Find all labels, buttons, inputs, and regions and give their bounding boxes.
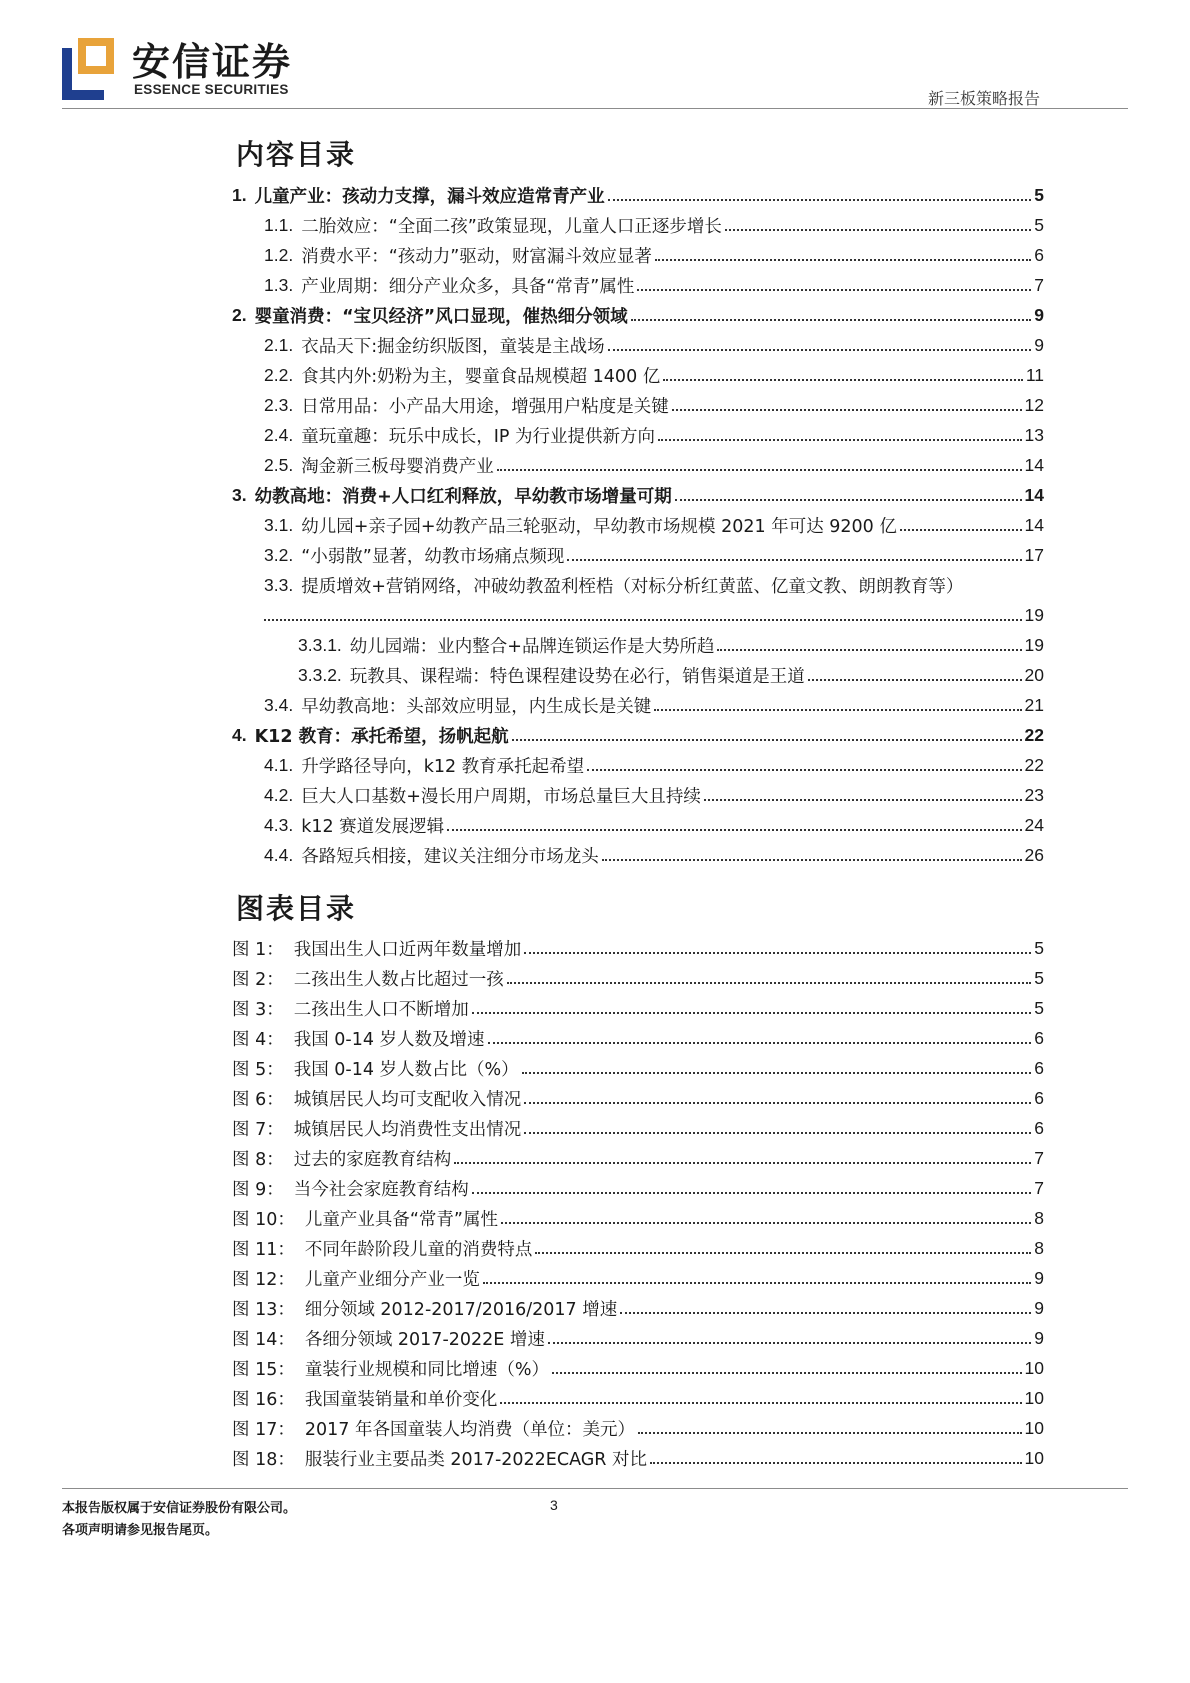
toc-entry-page: 26 [1024, 844, 1044, 865]
toc-entry-number: 2.2. [264, 364, 294, 385]
toc-entry-page: 19 [1024, 604, 1044, 625]
dot-leader [717, 649, 1021, 651]
dot-leader [655, 259, 1031, 261]
toc-entry-continuation[interactable] [264, 600, 1044, 630]
toc-entry[interactable] [232, 300, 1044, 330]
dot-leader [638, 1432, 1022, 1434]
figure-entry-number: 图 6： [232, 1089, 284, 1110]
figure-entry-number: 图 14： [232, 1329, 295, 1350]
toc-entry-title: 产业周期：细分产业众多，具备“常青”属性 [301, 276, 635, 297]
dot-leader [587, 769, 1021, 771]
figure-entry[interactable] [232, 1353, 1044, 1383]
toc-entry-page: 17 [1024, 544, 1044, 565]
figure-entry-page: 5 [1034, 967, 1044, 988]
toc-entry-title: 幼教高地：消费+人口红利释放，早幼教市场增量可期 [254, 486, 672, 507]
figure-entry-title: 儿童产业具备“常青”属性 [304, 1209, 498, 1230]
figure-entry-page: 7 [1034, 1177, 1044, 1198]
toc-entry-number: 3.1. [264, 514, 294, 535]
toc-entry-title: 儿童产业：孩动力支撑，漏斗效应造常青产业 [254, 186, 605, 207]
figure-entry[interactable] [232, 993, 1044, 1023]
toc-entry-title: 日常用品：小产品大用途，增强用户粘度是关键 [301, 396, 669, 417]
dot-leader [725, 229, 1031, 231]
toc-entry-number: 3.4. [264, 694, 294, 715]
figure-entry[interactable] [232, 1383, 1044, 1413]
toc-entry[interactable] [264, 330, 1044, 360]
toc-entry-number: 3.3.2. [298, 664, 342, 685]
figure-entry-page: 6 [1034, 1117, 1044, 1138]
toc-entry[interactable] [264, 840, 1044, 870]
toc-entry-number: 2. [232, 304, 247, 325]
toc-entry-title: K12 教育：承托希望，扬帆起航 [254, 726, 509, 747]
toc-entry-page: 5 [1034, 214, 1044, 235]
toc-entry-page: 6 [1034, 244, 1044, 265]
dot-leader [454, 1162, 1031, 1164]
toc-entry-page: 7 [1034, 274, 1044, 295]
figure-entry-title: 二孩出生人数占比超过一孩 [293, 969, 504, 990]
toc-entry[interactable] [298, 630, 1044, 660]
toc-entry-page: 23 [1024, 784, 1044, 805]
toc-entry-title: 升学路径导向，k12 教育承托起希望 [301, 756, 585, 777]
toc-entry-number: 4.4. [264, 844, 294, 865]
dot-leader [672, 409, 1022, 411]
toc-entry-page: 24 [1024, 814, 1044, 835]
toc-heading: 内容目录 [236, 138, 357, 171]
figure-entry-page: 10 [1024, 1417, 1044, 1438]
dot-leader [620, 1312, 1031, 1314]
footer-copyright: 本报告版权属于安信证券股份有限公司。 [62, 1501, 297, 1516]
figure-entry-title: 城镇居民人均消费性支出情况 [293, 1119, 522, 1140]
toc-entry-title: 玩教具、课程端：特色课程建设势在必行，销售渠道是王道 [349, 666, 805, 687]
toc-entry-page: 14 [1024, 484, 1044, 505]
toc-entry-title: 提质增效+营销网络，冲破幼教盈利桎梏（对标分析红黄蓝、亿童文教、朗朗教育等） [301, 576, 964, 597]
dot-leader [654, 709, 1021, 711]
toc-entry[interactable] [264, 690, 1044, 720]
figure-entry[interactable] [232, 1233, 1044, 1263]
toc-entry-page: 13 [1024, 424, 1044, 445]
toc-entry-title: 巨大人口基数+漫长用户周期，市场总量巨大且持续 [301, 786, 701, 807]
dot-leader [808, 679, 1022, 681]
page-number: 3 [550, 1497, 558, 1513]
dot-leader [900, 529, 1022, 531]
figure-entry-title: 各细分领域 2017-2022E 增速 [304, 1329, 545, 1350]
figure-entry[interactable] [232, 1173, 1044, 1203]
figure-entry-number: 图 8： [232, 1149, 284, 1170]
figure-entry-page: 6 [1034, 1057, 1044, 1078]
toc-entry-page: 14 [1024, 454, 1044, 475]
toc-entry-number: 4.3. [264, 814, 294, 835]
toc-entry-title: 衣品天下:掘金纺织版图，童装是主战场 [301, 336, 605, 357]
toc-entry-number: 3. [232, 484, 247, 505]
dot-leader [264, 619, 1022, 621]
toc-entry[interactable] [264, 240, 1044, 270]
dot-leader [488, 1042, 1032, 1044]
toc-entry-title: 幼儿园+亲子园+幼教产品三轮驱动，早幼教市场规模 2021 年可达 9200 亿 [301, 516, 897, 537]
logo-chinese-name: 安信证券 [132, 40, 293, 84]
figure-entry[interactable] [232, 963, 1044, 993]
toc-entry-page: 12 [1024, 394, 1044, 415]
toc-entry-number: 4.1. [264, 754, 294, 775]
toc-entry-number: 2.3. [264, 394, 294, 415]
figure-entry-title: 当今社会家庭教育结构 [293, 1179, 469, 1200]
dot-leader [507, 982, 1032, 984]
figure-entry-title: 2017 年各国童装人均消费（单位：美元） [304, 1419, 635, 1440]
toc-entry-number: 1.2. [264, 244, 294, 265]
toc-entry-title: k12 赛道发展逻辑 [301, 816, 445, 837]
toc-entry[interactable] [264, 360, 1044, 390]
dot-leader [602, 859, 1022, 861]
dot-leader [483, 1282, 1031, 1284]
figure-entry-title: 童装行业规模和同比增速（%） [304, 1359, 549, 1380]
dot-leader [548, 1342, 1031, 1344]
dot-leader [658, 439, 1022, 441]
toc-entry-title: 幼儿园端：业内整合+品牌连锁运作是大势所趋 [349, 636, 715, 657]
figure-entry-title: 儿童产业细分产业一览 [304, 1269, 480, 1290]
essence-logo-mark-icon [62, 38, 114, 100]
figure-entry[interactable] [232, 1083, 1044, 1113]
dot-leader [472, 1012, 1032, 1014]
figure-entry[interactable] [232, 1443, 1044, 1473]
dot-leader [535, 1252, 1031, 1254]
figure-entry-page: 10 [1024, 1387, 1044, 1408]
dot-leader [447, 829, 1021, 831]
dot-leader [608, 349, 1032, 351]
document-type-label: 新三板策略报告 [927, 89, 1040, 108]
toc-entry[interactable] [264, 750, 1044, 780]
figure-entry-number: 图 16： [232, 1389, 295, 1410]
toc-entry-title: “小弱散”显著，幼教市场痛点频现 [301, 546, 565, 567]
toc-entry-number: 1.3. [264, 274, 294, 295]
figure-entry-title: 服装行业主要品类 2017-2022ECAGR 对比 [304, 1449, 648, 1470]
figure-entry-page: 9 [1034, 1327, 1044, 1348]
footer-divider [62, 1488, 1128, 1489]
figure-entry-page: 5 [1034, 997, 1044, 1018]
toc-entry[interactable] [264, 570, 1044, 600]
dot-leader [524, 1102, 1031, 1104]
figure-entry-number: 图 11： [232, 1239, 295, 1260]
toc-entry[interactable] [264, 780, 1044, 810]
footer-disclaimer: 各项声明请参见报告尾页。 [62, 1523, 219, 1538]
dot-leader [524, 1132, 1031, 1134]
figure-entry-title: 我国童装销量和单价变化 [304, 1389, 498, 1410]
toc-entry[interactable] [232, 720, 1044, 750]
figure-entry-page: 5 [1034, 937, 1044, 958]
dot-leader [663, 379, 1023, 381]
toc-entry-number: 2.5. [264, 454, 294, 475]
toc-entry-page: 5 [1034, 184, 1044, 205]
toc-entry[interactable] [232, 180, 1044, 210]
figure-entry[interactable] [232, 1053, 1044, 1083]
figure-entry-number: 图 5： [232, 1059, 284, 1080]
toc-entry-title: 婴童消费：“宝贝经济”风口显现，催热细分领域 [254, 306, 628, 327]
figure-entry-number: 图 10： [232, 1209, 295, 1230]
toc-entry-number: 2.1. [264, 334, 294, 355]
figure-entry-page: 6 [1034, 1087, 1044, 1108]
figure-entry-title: 城镇居民人均可支配收入情况 [293, 1089, 522, 1110]
toc-entry-number: 4.2. [264, 784, 294, 805]
dot-leader [567, 559, 1021, 561]
figure-entry[interactable] [232, 1293, 1044, 1323]
figure-entry-page: 6 [1034, 1027, 1044, 1048]
figure-entry-page: 7 [1034, 1147, 1044, 1168]
dot-leader [650, 1462, 1022, 1464]
dot-leader [631, 319, 1032, 321]
figure-entry-title: 我国 0-14 岁人数及增速 [293, 1029, 485, 1050]
dot-leader [501, 1222, 1031, 1224]
figure-entry-number: 图 2： [232, 969, 284, 990]
toc-entry[interactable] [264, 450, 1044, 480]
figure-entry-number: 图 15： [232, 1359, 295, 1380]
figure-entry-number: 图 1： [232, 939, 284, 960]
toc-entry-title: 淘金新三板母婴消费产业 [301, 456, 494, 477]
toc-entry-page: 22 [1024, 724, 1044, 745]
figure-entry-number: 图 12： [232, 1269, 295, 1290]
figure-entry-title: 过去的家庭教育结构 [293, 1149, 452, 1170]
toc-entry-title: 各路短兵相接，建议关注细分市场龙头 [301, 846, 599, 867]
figure-entry-number: 图 17： [232, 1419, 295, 1440]
dot-leader [675, 499, 1022, 501]
dot-leader [552, 1372, 1022, 1374]
toc-entry[interactable] [264, 390, 1044, 420]
dot-leader [637, 289, 1031, 291]
toc-entry-page: 21 [1024, 694, 1044, 715]
toc-entry-page: 9 [1034, 304, 1044, 325]
figure-entry-number: 图 9： [232, 1179, 284, 1200]
figure-entry-page: 9 [1034, 1297, 1044, 1318]
figure-entry-title: 二孩出生人口不断增加 [293, 999, 469, 1020]
toc-entry-title: 食其内外:奶粉为主，婴童食品规模超 1400 亿 [301, 366, 661, 387]
toc-entry[interactable] [298, 660, 1044, 690]
toc-entry[interactable] [264, 270, 1044, 300]
toc-entry-page: 20 [1024, 664, 1044, 685]
figure-entry-page: 9 [1034, 1267, 1044, 1288]
toc-entry-title: 早幼教高地：头部效应明显，内生成长是关键 [301, 696, 652, 717]
figure-entry[interactable] [232, 1113, 1044, 1143]
figure-entry-page: 10 [1024, 1447, 1044, 1468]
toc-entry-number: 1. [232, 184, 247, 205]
dot-leader [522, 1072, 1032, 1074]
toc-entry-title: 消费水平：“孩动力”驱动，财富漏斗效应显著 [301, 246, 652, 267]
toc-entry[interactable] [264, 420, 1044, 450]
figures-heading: 图表目录 [236, 892, 357, 925]
toc-entry-number: 2.4. [264, 424, 294, 445]
figure-entry-title: 细分领域 2012-2017/2016/2017 增速 [304, 1299, 618, 1320]
figure-entry-number: 图 18： [232, 1449, 295, 1470]
figure-entry-number: 图 13： [232, 1299, 295, 1320]
dot-leader [608, 199, 1032, 201]
toc-entry[interactable] [264, 810, 1044, 840]
toc-entry-page: 9 [1034, 334, 1044, 355]
figure-entry[interactable] [232, 1023, 1044, 1053]
dot-leader [500, 1402, 1021, 1404]
toc-entry-number: 4. [232, 724, 247, 745]
figure-entry[interactable] [232, 1263, 1044, 1293]
dot-leader [524, 952, 1031, 954]
figure-entry-title: 不同年龄阶段儿童的消费特点 [304, 1239, 533, 1260]
figure-entry[interactable] [232, 1203, 1044, 1233]
figure-entry[interactable] [232, 1143, 1044, 1173]
toc-entry[interactable] [264, 540, 1044, 570]
toc-entry[interactable] [264, 510, 1044, 540]
toc-entry-number: 3.3.1. [298, 634, 342, 655]
dot-leader [512, 739, 1022, 741]
figure-entry-number: 图 3： [232, 999, 284, 1020]
figure-entry-title: 我国出生人口近两年数量增加 [293, 939, 522, 960]
figure-entry-page: 10 [1024, 1357, 1044, 1378]
figure-entry-number: 图 4： [232, 1029, 284, 1050]
figure-entry[interactable] [232, 1323, 1044, 1353]
toc-entry-page: 22 [1024, 754, 1044, 775]
figure-entry[interactable] [232, 933, 1044, 963]
figure-entry-page: 8 [1034, 1207, 1044, 1228]
toc-entry-title: 二胎效应：“全面二孩”政策显现，儿童人口正逐步增长 [301, 216, 722, 237]
toc-entry-page: 19 [1024, 634, 1044, 655]
toc-entry-number: 3.3. [264, 574, 294, 595]
toc-entry-page: 11 [1025, 364, 1044, 385]
toc-entry-number: 3.2. [264, 544, 294, 565]
header-divider [62, 108, 1128, 109]
toc-entry[interactable] [264, 210, 1044, 240]
dot-leader [497, 469, 1022, 471]
figure-entry-number: 图 7： [232, 1119, 284, 1140]
toc-entry-title: 童玩童趣：玩乐中成长，IP 为行业提供新方向 [301, 426, 655, 447]
toc-entry-page: 14 [1024, 514, 1044, 535]
toc-entry-number: 1.1. [264, 214, 294, 235]
figure-entry-page: 8 [1034, 1237, 1044, 1258]
figure-entry[interactable] [232, 1413, 1044, 1443]
logo-english-name: ESSENCE SECURITIES [134, 82, 289, 97]
dot-leader [704, 799, 1022, 801]
figure-entry-title: 我国 0-14 岁人数占比（%） [293, 1059, 519, 1080]
toc-entry[interactable] [232, 480, 1044, 510]
dot-leader [472, 1192, 1032, 1194]
